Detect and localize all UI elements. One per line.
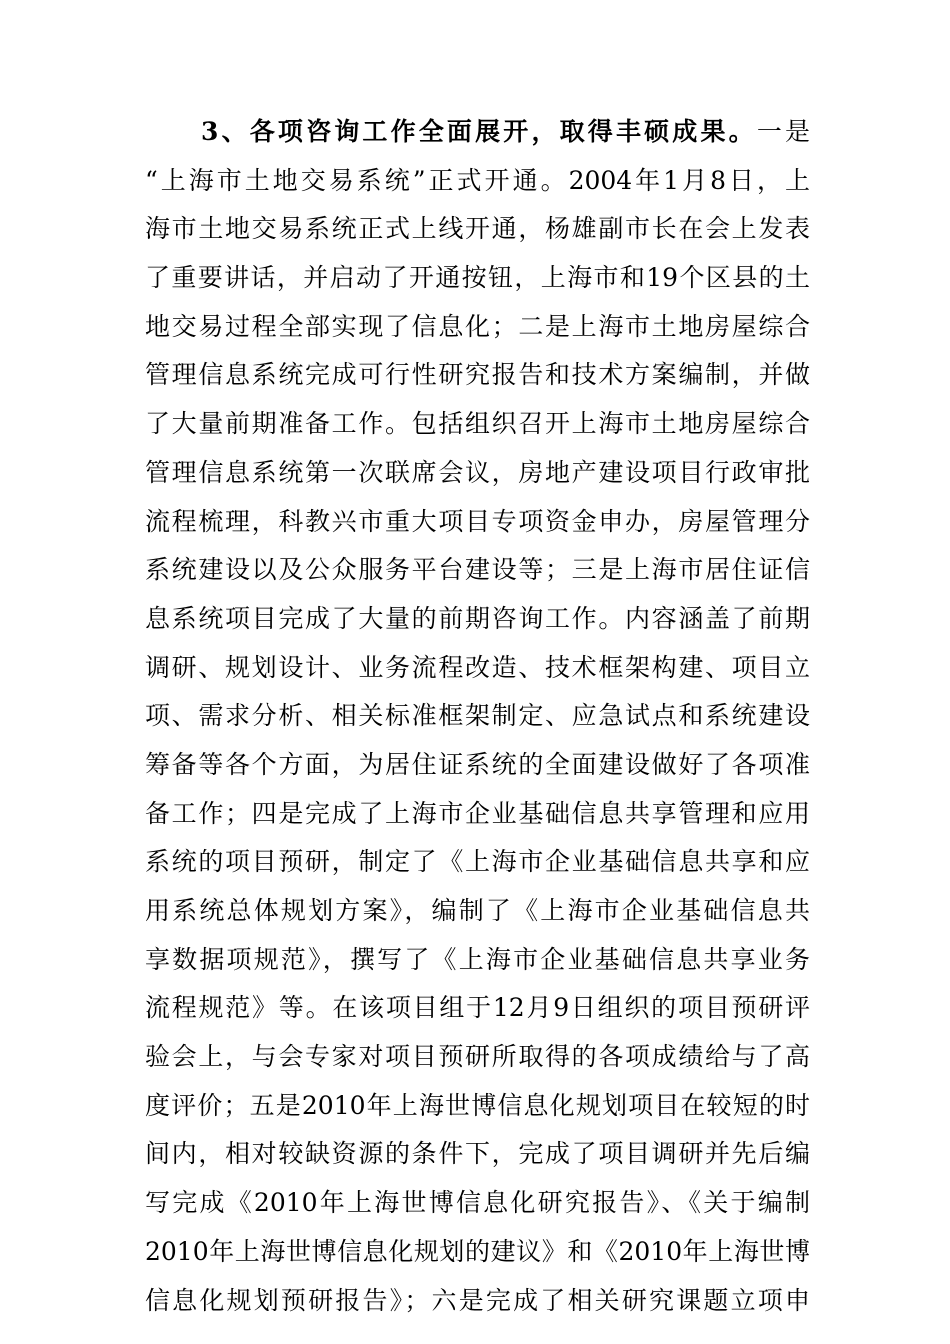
paragraph-line: 管理信息系统完成可行性研究报告和技术方案编制，并做 [145, 360, 810, 390]
paragraph-line: 用系统总体规划方案》，编制了《上海市企业基础信息共 [145, 896, 810, 925]
paragraph-line: 管理信息系统第一次联席会议，房地产建设项目行政审批 [145, 457, 810, 487]
paragraph-line: 备工作；四是完成了上海市企业基础信息共享管理和应用 [145, 798, 810, 828]
paragraph-line: 写完成《2010年上海世博信息化研究报告》、《关于编制 [145, 1188, 810, 1218]
paragraph-line: 系统的项目预研，制定了《上海市企业基础信息共享和应 [145, 847, 810, 877]
paragraph-line: 系统建设以及公众服务平台建设等；三是上海市居住证信 [145, 555, 810, 585]
paragraph-line: 间内，相对较缺资源的条件下，完成了项目调研并先后编 [145, 1139, 810, 1169]
paragraph-line: 筹备等各个方面，为居住证系统的全面建设做好了各项准 [145, 749, 810, 779]
paragraph-line: 信息化规划预研报告》；六是完成了相关研究课题立项申 [145, 1285, 810, 1315]
paragraph-line: 海市土地交易系统正式上线开通，杨雄副市长在会上发表 [145, 214, 810, 244]
paragraph-line: 验会上，与会专家对项目预研所取得的各项成绩给与了高 [145, 1042, 810, 1072]
paragraph-line: “上海市土地交易系统”正式开通。2004年1月8日，上 [145, 165, 810, 195]
paragraph-line: 息系统项目完成了大量的前期咨询工作。内容涵盖了前期 [145, 603, 810, 633]
paragraph-line-text: 一是 [756, 117, 810, 146]
section-heading: 3、各项咨询工作全面展开，取得丰硕成果。 [201, 117, 757, 146]
paragraph-line [145, 108, 810, 157]
paragraph-line: 调研、规划设计、业务流程改造、技术框架构建、项目立 [145, 652, 810, 682]
paragraph-line: 2010年上海世博信息化规划的建议》和《2010年上海世博 [145, 1236, 810, 1266]
body-paragraph [145, 108, 810, 1325]
paragraph-line: 了重要讲话，并启动了开通按钮，上海市和19个区县的土 [145, 263, 810, 293]
paragraph-line: 享数据项规范》，撰写了《上海市企业基础信息共享业务 [145, 944, 810, 974]
paragraph-line: 了大量前期准备工作。包括组织召开上海市土地房屋综合 [145, 409, 810, 439]
paragraph-line: 度评价；五是2010年上海世博信息化规划项目在较短的时 [145, 1090, 810, 1120]
paragraph-line: 流程梳理，科教兴市重大项目专项资金申办，房屋管理分 [145, 506, 810, 536]
paragraph-line: 地交易过程全部实现了信息化；二是上海市土地房屋综合 [145, 311, 810, 341]
paragraph-line: 流程规范》等。在该项目组于12月9日组织的项目预研评 [145, 993, 810, 1023]
paragraph-line: 项、需求分析、相关标准框架制定、应急试点和系统建设 [145, 701, 810, 731]
